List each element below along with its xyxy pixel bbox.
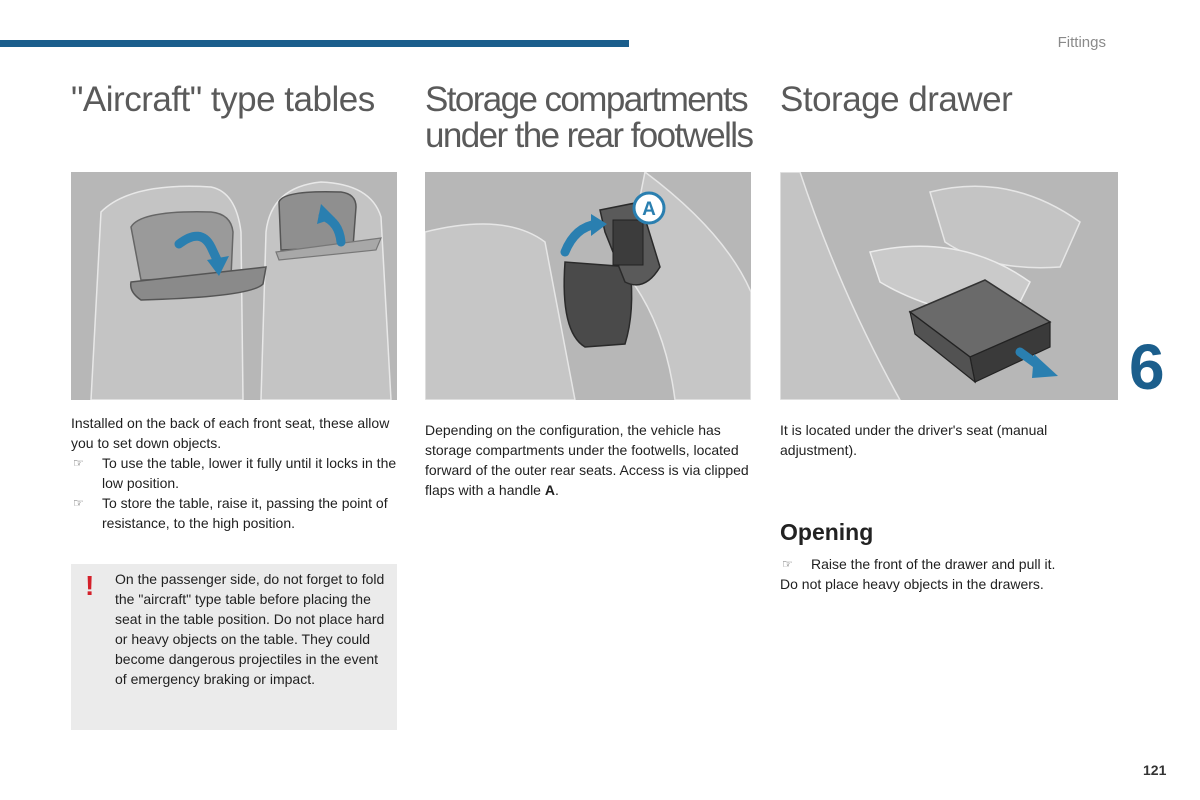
footwell-storage-illustration [425,172,751,400]
pointing-hand-icon: ☞ [782,557,793,571]
page-number: 121 [1143,762,1167,778]
seat-table-icon [71,172,397,400]
opening-body [780,554,1118,594]
warning-box [71,564,397,730]
aircraft-tables-title: "Aircraft" type tables [71,80,375,119]
header-rule [0,40,629,47]
footwell-storage-title: Storage compartments under the rear footwells [425,80,753,155]
aircraft-tables-body [71,413,397,533]
drawer-note: Do not place heavy objects in the drawers. [780,576,1044,592]
pointing-hand-icon: ☞ [73,456,84,470]
section-label: Fittings [1057,34,1106,51]
storage-drawer-illustration [780,172,1118,400]
warning-text: On the passenger side, do not forget to fold the "aircraft" type table before placing the seat in the table position. Do not place hard or heavy objects on the table. They could become dangerous projectiles in the event of emergency braking or impact. [115,571,385,687]
storage-drawer-title: Storage drawer [780,80,1013,119]
list-item: ☞ Raise the front of the drawer and pull it. [782,556,1056,572]
drawer-icon [780,172,1118,400]
storage-drawer-body: It is located under the driver's seat (manual adjustment). [780,422,1048,458]
opening-heading: Opening [780,519,874,545]
aircraft-tables-intro: Installed on the back of each front seat, these allow you to set down objects. [71,415,390,451]
chapter-number: 6 [1129,331,1165,403]
aircraft-table-illustration [71,172,397,400]
footwell-storage-body: Depending on the configuration, the vehicle has storage compartments under the footwells, located forward of the outer rear seats. Access is via clipped flaps with a handle A. [425,422,749,498]
list-item: ☞ To store the table, raise it, passing the point of resistance, to the high position. [73,495,388,531]
warning-icon: ! [85,570,95,601]
list-item: ☞ To use the table, lower it fully until it locks in the low position. [73,455,397,491]
pointing-hand-icon: ☞ [73,496,84,510]
callout-a-label: A [642,199,656,220]
footwell-compartment-icon [425,172,751,400]
